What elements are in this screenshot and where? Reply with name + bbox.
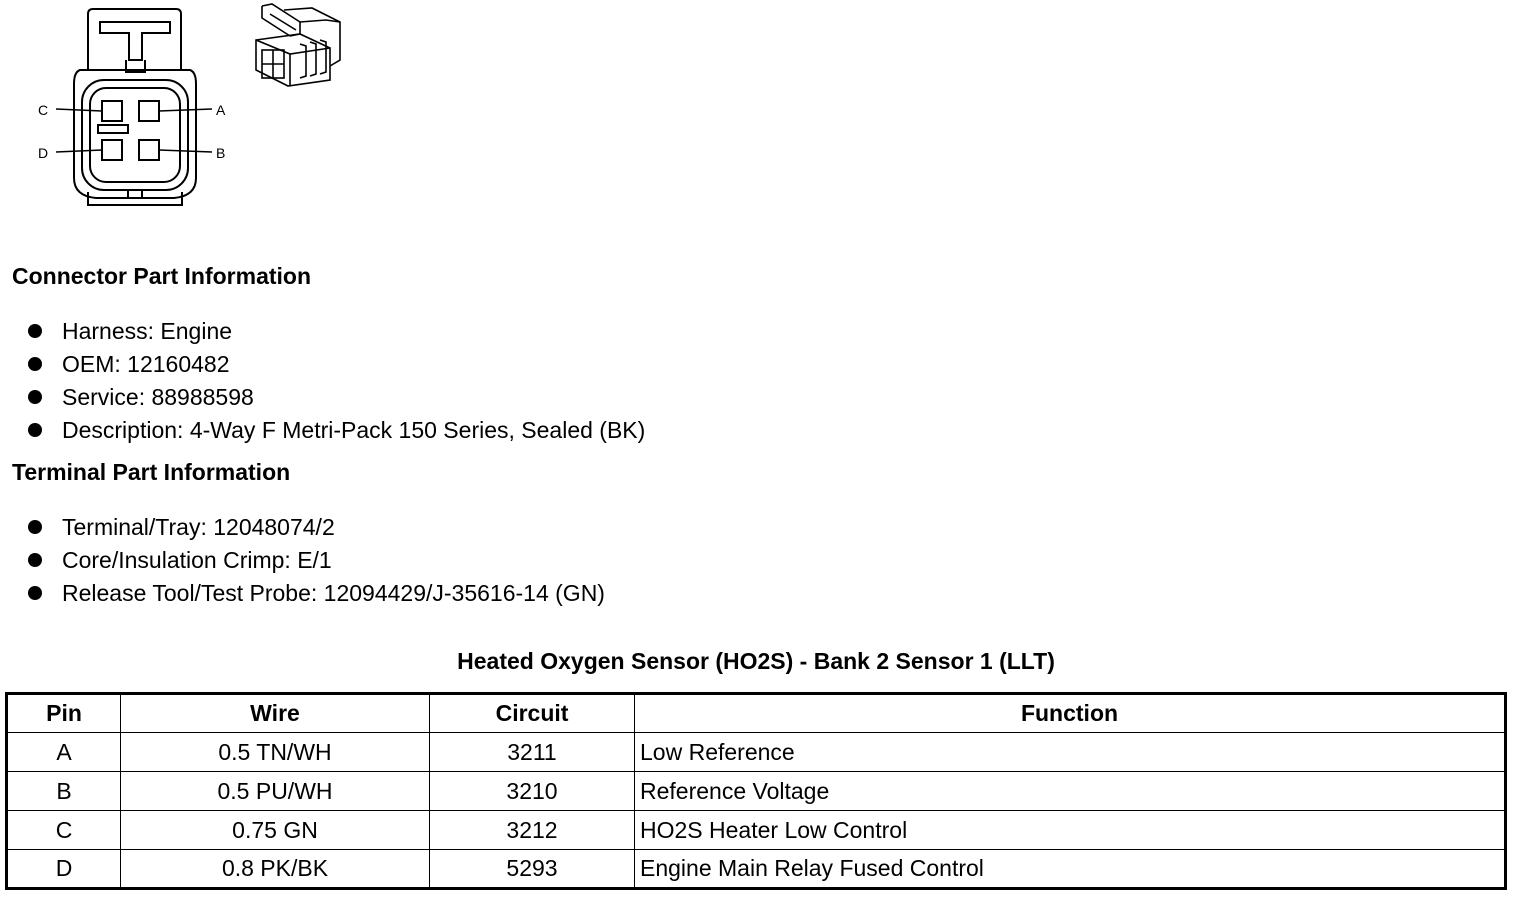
list-item [28, 381, 645, 414]
cell-pin: D [7, 850, 121, 889]
table-title: Heated Oxygen Sensor (HO2S) - Bank 2 Sensor 1 (LLT) [457, 648, 1055, 674]
cell-wire: 0.8 PK/BK [121, 850, 430, 889]
table-header-row [7, 694, 1506, 733]
cell-circuit: 5293 [430, 850, 635, 889]
header-circuit: Circuit [430, 694, 635, 733]
bullet-icon [28, 520, 42, 534]
list-item [28, 348, 645, 381]
bullet-icon [28, 324, 42, 338]
table-row [7, 772, 1506, 811]
cell-wire: 0.5 TN/WH [121, 733, 430, 772]
table-row [7, 811, 1506, 850]
list-item [28, 315, 645, 348]
pin-label-c: C [38, 102, 49, 118]
pinout-table [5, 692, 1507, 890]
list-item-text: OEM: 12160482 [62, 351, 230, 377]
terminal-part-heading: Terminal Part Information [12, 459, 291, 485]
bullet-icon [28, 553, 42, 567]
list-item-text: Terminal/Tray: 12048074/2 [62, 514, 335, 540]
pin-label-b: B [216, 145, 226, 161]
bullet-icon [28, 586, 42, 600]
list-item [28, 544, 605, 577]
connector-isometric-icon [256, 4, 340, 86]
header-wire: Wire [121, 694, 430, 733]
table-row [7, 733, 1506, 772]
cell-function: Reference Voltage [635, 772, 1506, 811]
list-item-text: Harness: Engine [62, 318, 233, 344]
cell-pin: A [7, 733, 121, 772]
bullet-icon [28, 357, 42, 371]
list-item [28, 511, 605, 544]
cell-pin: B [7, 772, 121, 811]
pin-label-a: A [216, 102, 226, 118]
bullet-icon [28, 423, 42, 437]
connector-part-heading: Connector Part Information [12, 263, 312, 289]
bullet-icon [28, 390, 42, 404]
pin-label-d: D [38, 145, 49, 161]
list-item [28, 577, 605, 610]
table-row [7, 850, 1506, 889]
cell-function: Low Reference [635, 733, 1506, 772]
cell-circuit: 3211 [430, 733, 635, 772]
list-item-text: Description: 4-Way F Metri-Pack 150 Series, Sealed (BK) [62, 417, 646, 443]
cell-circuit: 3212 [430, 811, 635, 850]
cell-function: HO2S Heater Low Control [635, 811, 1506, 850]
list-item-text: Release Tool/Test Probe: 12094429/J-35616-14 (GN) [62, 580, 605, 606]
list-item-text: Service: 88988598 [62, 384, 254, 410]
cell-pin: C [7, 811, 121, 850]
header-function: Function [635, 694, 1506, 733]
list-item-text: Core/Insulation Crimp: E/1 [62, 547, 332, 573]
list-item [28, 414, 645, 447]
header-pin: Pin [7, 694, 121, 733]
cell-wire: 0.75 GN [121, 811, 430, 850]
cell-wire: 0.5 PU/WH [121, 772, 430, 811]
connector-diagram [0, 0, 380, 215]
cell-function: Engine Main Relay Fused Control [635, 850, 1506, 889]
terminal-part-list [28, 511, 605, 610]
cell-circuit: 3210 [430, 772, 635, 811]
connector-part-list [28, 315, 645, 447]
